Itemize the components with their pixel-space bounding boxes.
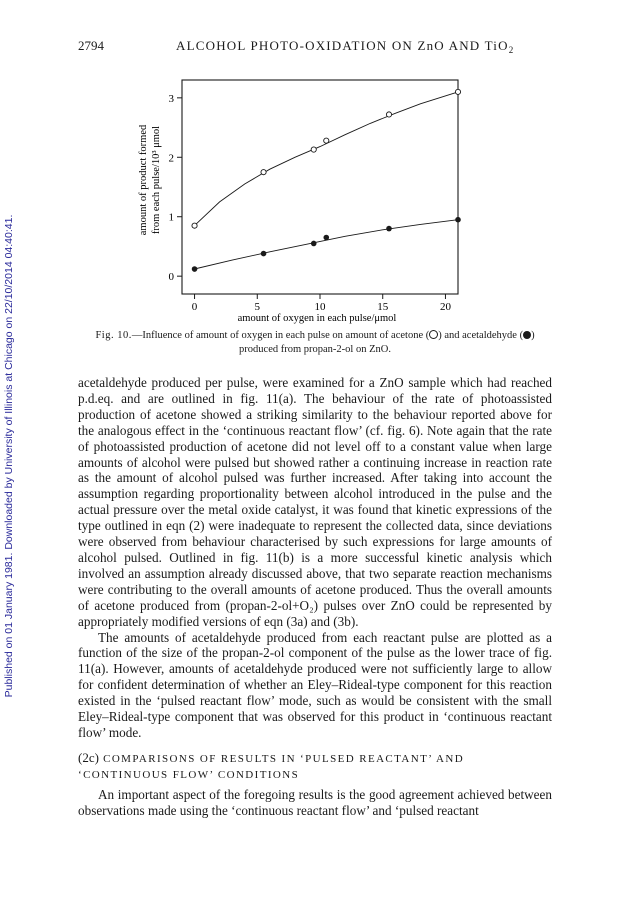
x-tick-label: 15 <box>377 301 389 313</box>
paragraph-3: An important aspect of the foregoing results is the good agreement achieved between observations made using the ‘continuous reactant flow’ and ‘pulsed reactant <box>78 786 552 818</box>
filled-circle-icon <box>523 331 531 339</box>
chart-axes <box>169 80 459 313</box>
caption-text-a: —Influence of amount of oxygen in each pulse on amount of acetone ( <box>131 330 430 341</box>
x-tick-label: 0 <box>191 301 198 313</box>
point-acetone <box>311 147 316 152</box>
x-tick-label: 10 <box>314 301 326 313</box>
running-head-text: ALCOHOL PHOTO-OXIDATION ON ZnO AND TiO <box>176 38 509 53</box>
section-title: COMPARISONS OF RESULTS IN ‘PULSED REACTANT’ AND ‘CONTINUOUS FLOW’ CONDITIONS <box>78 752 465 781</box>
y-tick-label: 3 <box>168 92 174 105</box>
point-acetaldehyde <box>311 241 317 247</box>
point-acetone <box>455 89 460 94</box>
paragraph-2: The amounts of acetaldehyde produced from each reactant pulse are plotted as a function of the size of the propan-2-ol component of the pulse as the lower trace of fig. 11(a). However, amounts of acetaldehyde produced were not sufficiently large to allow for confident determination of whether an Eley–Rideal-type component for this reaction existed in the ‘pulsed reactant flow’ mode, such as would be consistent with the small Eley–Rideal-type component that was observed for this product in ‘continuous reactant flow’ mode. <box>78 629 552 740</box>
section-heading <box>78 750 552 784</box>
caption-text-c: ) produced from propan-2-ol on ZnO. <box>239 330 535 355</box>
caption-label: Fig. 10. <box>95 330 132 341</box>
point-acetaldehyde <box>323 235 329 241</box>
body-text <box>78 375 552 818</box>
download-watermark-text: Published on 01 January 1981. Downloaded by University of Illinois at Chicago on 22/10/2014 04:40:41. <box>3 214 15 698</box>
x-axis-label: amount of oxygen in each pulse/μmol <box>237 313 397 324</box>
point-acetaldehyde <box>261 251 267 257</box>
y-tick-label: 0 <box>168 271 174 284</box>
running-head <box>176 38 513 55</box>
point-acetone <box>192 223 197 228</box>
open-circle-icon <box>429 330 438 339</box>
y-tick-label: 1 <box>168 211 174 224</box>
y-axis-label-line1: amount of product formed <box>138 124 149 236</box>
chart-svg <box>130 70 470 326</box>
point-acetone <box>324 138 329 143</box>
point-acetaldehyde <box>386 226 392 232</box>
y-axis-label-line2: from each pulse/10³ μmol <box>151 125 162 235</box>
page-number: 2794 <box>78 38 104 53</box>
x-tick-label: 20 <box>439 301 451 313</box>
point-acetone <box>386 112 391 117</box>
series-curve-acetone <box>195 92 459 226</box>
point-acetone <box>261 170 266 175</box>
figure-10-chart <box>130 70 470 326</box>
series-curve-acetaldehyde <box>195 220 459 269</box>
caption-text-b: ) and acetaldehyde ( <box>438 330 524 341</box>
x-tick-label: 5 <box>254 301 261 313</box>
point-acetaldehyde <box>455 217 461 223</box>
figure-caption <box>78 329 552 357</box>
running-head-subscript: 2 <box>508 45 514 55</box>
y-tick-label: 2 <box>168 152 174 165</box>
paragraph-1: acetaldehyde produced per pulse, were examined for a ZnO sample which had reached p.d.eq. and are outlined in fig. 11(a). The behaviour of the rate of photoassisted production of acetone showed a striking similarity to the behaviour reported above for the analogous effect in the ‘continuous reactant flow’ (cf. fig. 6). Note again that the rate of photoassisted production of acetone did not level off to a constant value when large amounts of alcohol were pulsed but showed rather a continuing increase in reaction rate as the amount of alcohol pulsed was further increased. After taking into account the assumption regarding proportionality between alcohol introduced in the pulse and the actual pressure over the metal oxide catalyst, it was found that kinetic expressions of the type outlined in eqn (2) were inadequate to represent the collected data, since deviations were observed from behaviour characterised by such expressions for large amounts of alcohol pulsed. Outlined in fig. 11(b) is a more successful kinetic analysis which involved an assumption already discussed above, that two separate reaction mechanisms were contributing to the overall amounts of acetone produced. Thus the overall amounts of acetone produced from (propan-2-ol+O₂) pulses over ZnO could be represented by appropriately modified versions of eqn (3a) and (3b). <box>78 375 552 629</box>
point-acetaldehyde <box>192 266 198 272</box>
section-number: (2c) <box>78 749 99 765</box>
chart-marks <box>192 89 461 272</box>
